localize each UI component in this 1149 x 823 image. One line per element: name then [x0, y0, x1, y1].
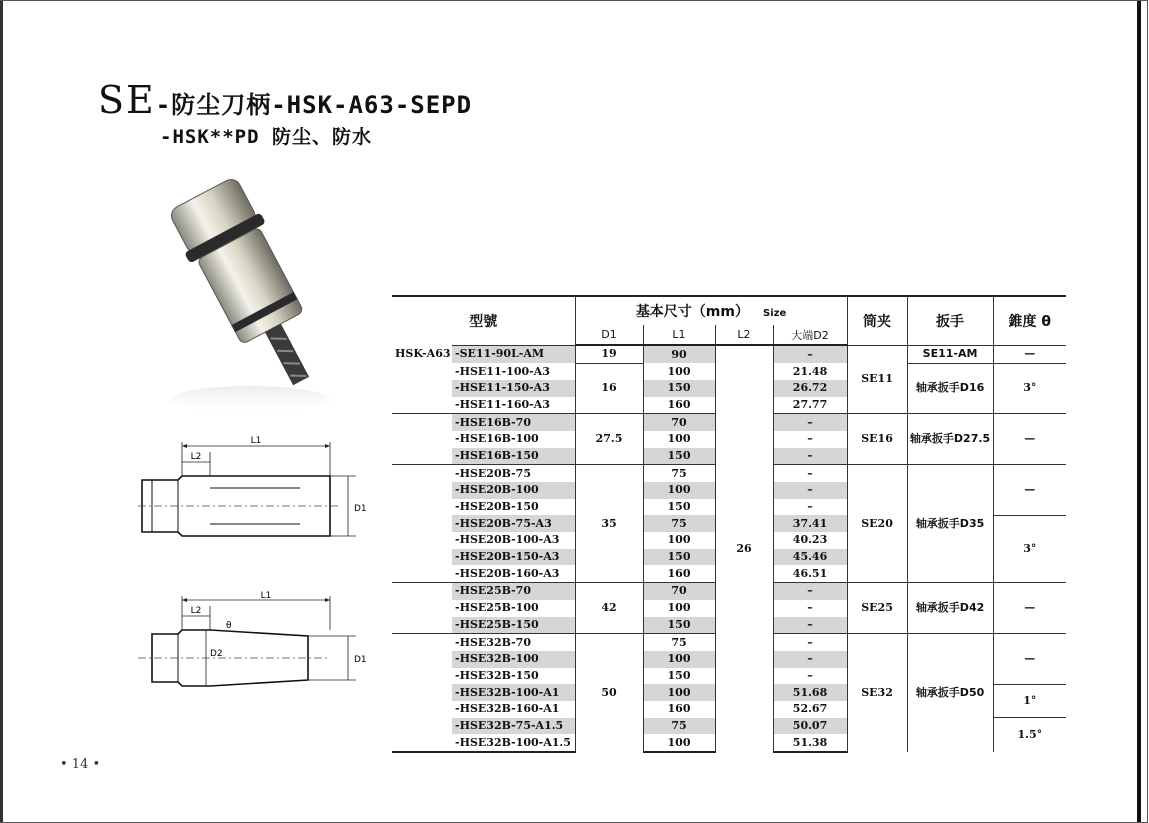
series-prefix-cell: [392, 499, 452, 516]
series-prefix-cell: [392, 583, 452, 600]
title-main-text: -防尘刀柄-HSK-A63-SEPD: [155, 91, 473, 119]
header-l2: L2: [715, 325, 773, 345]
wrench-cell: 轴承扳手D42: [907, 583, 993, 634]
header-d2: 大端D2: [773, 325, 847, 345]
d1-cell: 27.5: [575, 414, 643, 465]
d2-cell: –: [773, 634, 847, 651]
wrench-cell: 轴承扳手D16: [907, 363, 993, 414]
series-prefix-cell: [392, 668, 452, 685]
dim-l1-label-2: L1: [260, 591, 272, 601]
l1-cell: 90: [643, 345, 715, 363]
d1-cell: 19: [575, 345, 643, 363]
title-prefix: SE: [98, 78, 156, 122]
model-cell: -HSE16B-150: [452, 448, 575, 465]
d2-cell: 27.77: [773, 397, 847, 414]
l1-cell: 75: [643, 718, 715, 735]
series-prefix-cell: [392, 565, 452, 582]
series-prefix-cell: [392, 617, 452, 634]
d2-cell: 51.38: [773, 734, 847, 752]
model-cell: -HSE32B-70: [452, 634, 575, 651]
d2-cell: 45.46: [773, 549, 847, 566]
model-cell: -HSE32B-150: [455, 668, 539, 682]
d2-cell: 51.68: [773, 684, 847, 701]
d1-cell: 35: [575, 465, 643, 583]
l1-cell: 150: [643, 549, 715, 566]
d2-cell: –: [773, 448, 847, 465]
series-prefix-cell: [392, 397, 452, 414]
series-prefix-cell: [392, 414, 452, 431]
wrench-cell: 轴承扳手D50: [907, 634, 993, 752]
series-prefix-cell: [392, 684, 452, 701]
taper-cell: —: [993, 465, 1066, 516]
d2-cell: –: [773, 651, 847, 668]
model-cell: -HSE20B-160-A3: [455, 566, 560, 580]
l2-cell: 26: [715, 345, 773, 752]
collet-cell: SE32: [847, 634, 907, 752]
model-cell: -HSE32B-100-A1.5: [452, 734, 575, 752]
l1-cell: 75: [643, 515, 715, 532]
series-prefix-cell: [392, 651, 452, 668]
dim-l2-label: L2: [190, 452, 202, 462]
right-edge-rule: [1137, 1, 1141, 822]
series-prefix-cell: [392, 380, 452, 397]
d1-cell: 50: [575, 634, 643, 752]
header-collet: 筒夹: [847, 296, 907, 345]
page-title: [98, 78, 472, 122]
d2-cell: –: [773, 668, 847, 685]
model-cell: -HSE32B-100-A1: [452, 684, 575, 701]
table-row: [392, 345, 1066, 363]
l1-cell: 70: [643, 414, 715, 431]
header-basic-size-label: 基本尺寸（mm）: [635, 304, 749, 320]
l1-cell: 100: [643, 684, 715, 701]
d2-cell: –: [773, 414, 847, 431]
header-taper: 錐度 θ: [993, 296, 1066, 345]
model-cell: -HSE20B-100-A3: [455, 533, 560, 547]
model-cell: -HSE20B-150-A3: [452, 549, 575, 566]
series-prefix-cell: [392, 515, 452, 532]
l1-cell: 100: [643, 482, 715, 499]
header-d1: D1: [575, 325, 643, 345]
wrench-cell: 轴承扳手D27.5: [907, 414, 993, 465]
d2-cell: 37.41: [773, 515, 847, 532]
series-prefix-cell: [392, 634, 452, 651]
l1-cell: 100: [643, 431, 715, 448]
collet-cell: SE20: [847, 465, 907, 583]
d2-cell: –: [773, 600, 847, 617]
d2-cell: 26.72: [773, 380, 847, 397]
series-prefix-cell: [392, 549, 452, 566]
d2-cell: –: [773, 499, 847, 516]
model-cell: -HSE32B-75-A1.5: [452, 718, 575, 735]
model-cell: -HSE11-150-A3: [452, 380, 575, 397]
collet-cell: SE25: [847, 583, 907, 634]
series-prefix-cell: [392, 465, 452, 482]
d2-cell: –: [773, 482, 847, 499]
d2-cell: –: [773, 583, 847, 600]
l1-cell: 100: [643, 734, 715, 752]
collet-cell: SE11: [847, 345, 907, 414]
l1-cell: 150: [643, 380, 715, 397]
header-wrench: 扳手: [907, 296, 993, 345]
spec-table: [392, 295, 1066, 753]
d1-cell: 42: [575, 583, 643, 634]
model-cell: -HSE25B-70: [452, 583, 575, 600]
spec-table-body: [392, 345, 1066, 752]
model-cell: -HSE25B-150: [452, 617, 575, 634]
series-prefix-cell: [392, 482, 452, 499]
series-prefix-cell: [392, 734, 452, 752]
dim-l2-label-2: L2: [190, 606, 202, 616]
wrench-cell: 轴承扳手D35: [907, 465, 993, 583]
series-prefix-cell: HSK-A63: [395, 347, 451, 361]
header-basic-size: [575, 296, 847, 325]
series-prefix-cell: [392, 532, 452, 549]
taper-cell: —: [993, 414, 1066, 465]
d2-cell: 40.23: [773, 532, 847, 549]
l1-cell: 160: [643, 701, 715, 718]
d2-cell: –: [773, 431, 847, 448]
model-cell: -HSE16B-100: [455, 432, 539, 446]
l1-cell: 100: [643, 651, 715, 668]
taper-cell: —: [993, 345, 1066, 363]
taper-cell: 3°: [993, 515, 1066, 582]
taper-cell: —: [993, 634, 1066, 685]
series-prefix-cell: [392, 718, 452, 735]
d2-cell: 21.48: [773, 363, 847, 380]
model-cell: -HSE20B-100: [452, 482, 575, 499]
l1-cell: 160: [643, 397, 715, 414]
l1-cell: 150: [643, 499, 715, 516]
model-cell: -HSE20B-75: [452, 465, 575, 482]
dim-theta-label: θ: [226, 621, 232, 631]
technical-drawing-1: [130, 432, 380, 562]
model-cell: -HSE32B-100: [452, 651, 575, 668]
l1-cell: 70: [643, 583, 715, 600]
product-photo: [150, 160, 350, 420]
series-prefix-cell: [392, 600, 452, 617]
l1-cell: 75: [643, 634, 715, 651]
model-cell: -HSE32B-160-A1: [455, 702, 560, 716]
series-prefix-cell: [392, 431, 452, 448]
wrench-cell: SE11-AM: [907, 345, 993, 363]
d2-cell: 50.07: [773, 718, 847, 735]
d2-cell: –: [773, 465, 847, 482]
series-prefix-cell: [392, 363, 452, 380]
model-cell: -HSE11-160-A3: [455, 397, 550, 411]
taper-cell: 3°: [993, 363, 1066, 414]
header-l1: L1: [643, 325, 715, 345]
header-size-word: Size: [763, 308, 787, 319]
l1-cell: 150: [643, 448, 715, 465]
dim-d2-label: D2: [210, 649, 223, 659]
l1-cell: 160: [643, 565, 715, 582]
dim-d1-label-2: D1: [354, 655, 367, 665]
taper-cell: 1.5°: [993, 718, 1066, 752]
model-cell: -SE11-90L-AM: [452, 345, 575, 363]
d1-cell: 16: [575, 363, 643, 414]
page-subtitle: -HSK**PD 防尘、防水: [160, 126, 372, 148]
taper-cell: —: [993, 583, 1066, 634]
d2-cell: 46.51: [773, 565, 847, 582]
l1-cell: 150: [643, 668, 715, 685]
model-cell: -HSE25B-100: [455, 601, 539, 615]
d2-cell: 52.67: [773, 701, 847, 718]
l1-cell: 100: [643, 363, 715, 380]
d2-cell: –: [773, 617, 847, 634]
dim-l1-label: L1: [250, 436, 262, 446]
left-edge-rule: [0, 1, 3, 822]
model-cell: -HSE16B-70: [452, 414, 575, 431]
model-cell: -HSE11-100-A3: [455, 364, 550, 378]
dim-d1-label: D1: [354, 504, 367, 514]
l1-cell: 75: [643, 465, 715, 482]
taper-cell: 1°: [993, 684, 1066, 717]
d2-cell: –: [773, 345, 847, 363]
l1-cell: 100: [643, 600, 715, 617]
l1-cell: 100: [643, 532, 715, 549]
l1-cell: 150: [643, 617, 715, 634]
model-cell: -HSE20B-150: [455, 500, 539, 514]
series-prefix-cell: [392, 448, 452, 465]
collet-cell: SE16: [847, 414, 907, 465]
model-cell: -HSE20B-75-A3: [452, 515, 575, 532]
page-number: • 14 •: [60, 757, 101, 772]
technical-drawing-2: [130, 588, 380, 708]
header-model: 型號: [392, 296, 575, 345]
series-prefix-cell: [392, 701, 452, 718]
